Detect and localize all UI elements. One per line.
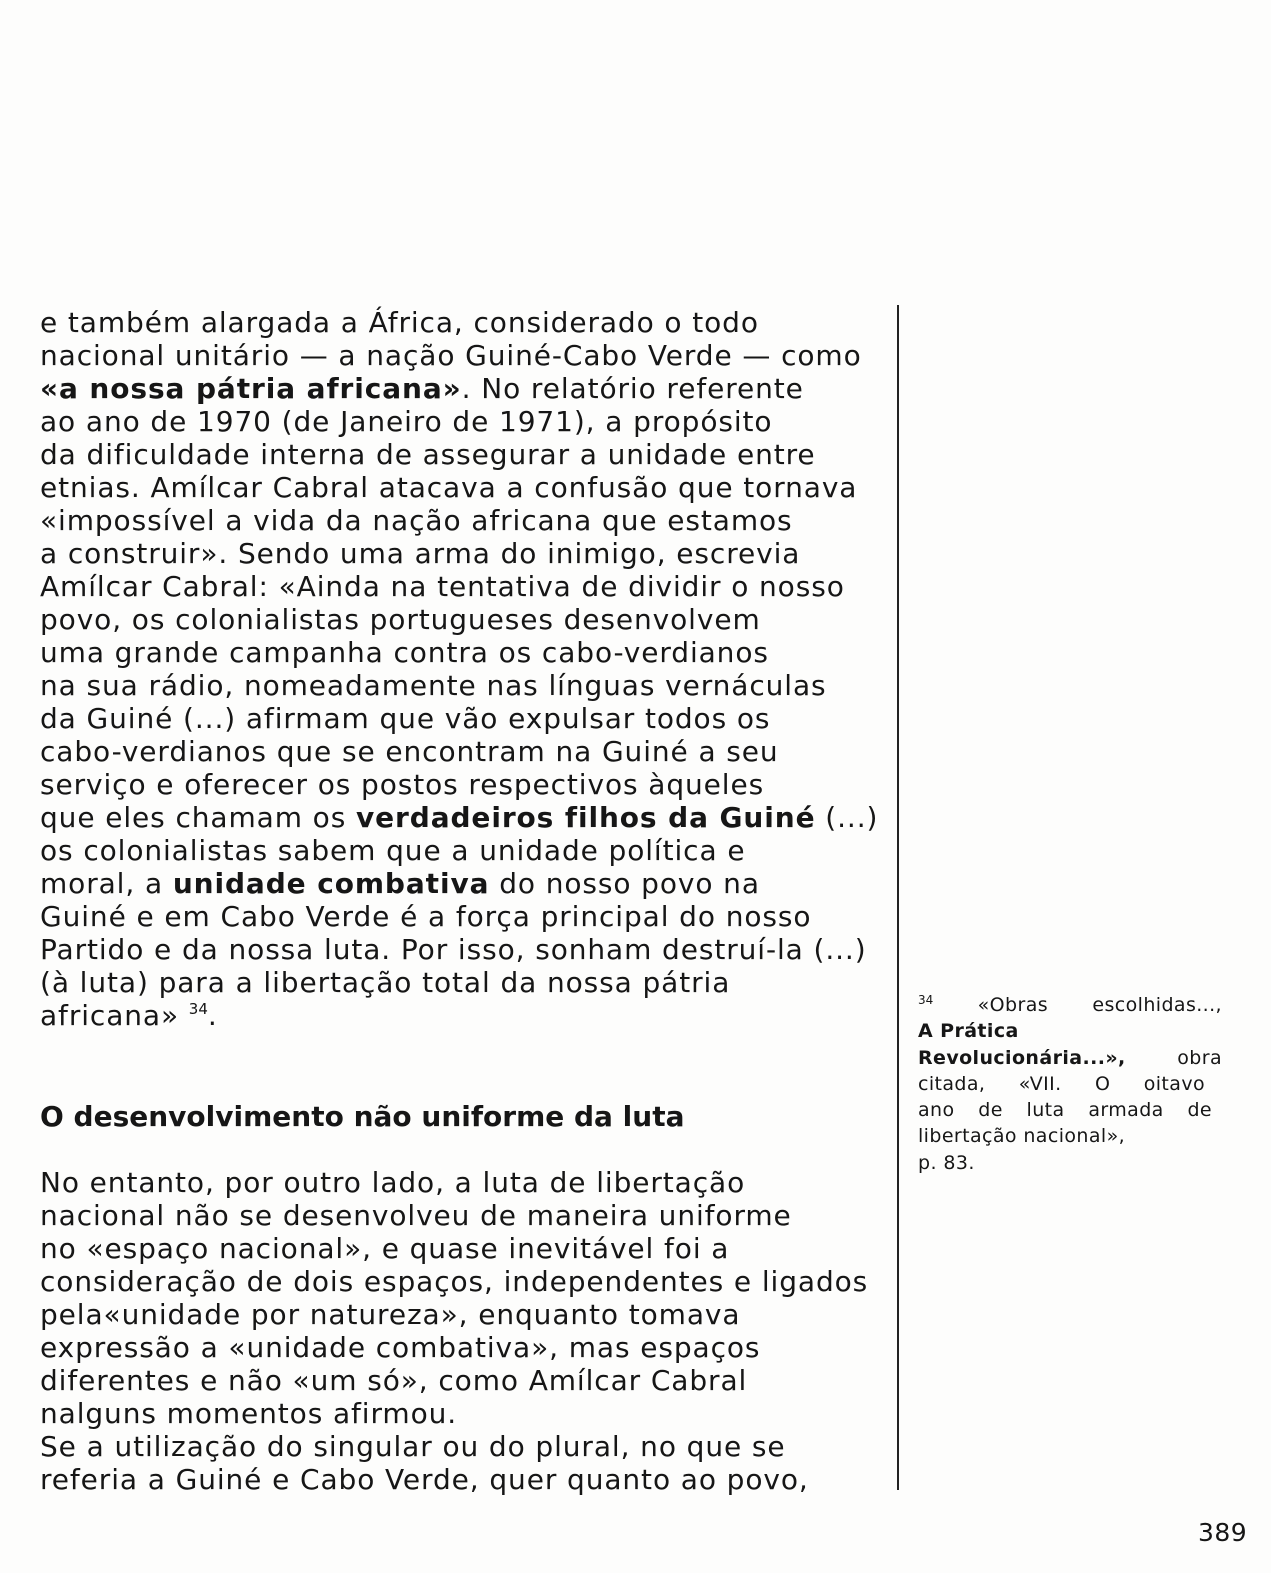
text-segment: (...) (815, 801, 879, 834)
text-line: pela«unidade por natureza», enquanto tomava (40, 1298, 741, 1331)
text-line: (à luta) para a libertação total da nossa pátria (40, 966, 731, 999)
text-line: ao ano de 1970 (de Janeiro de 1971), a propósito (40, 405, 773, 438)
text-line: no «espaço nacional», e quase inevitável foi a (40, 1232, 730, 1265)
footnote-line (918, 992, 1222, 1018)
text-line: Se a utilização do singular ou do plural, no que se (40, 1430, 786, 1463)
footnote-line: citada, «VII. O oitavo (918, 1072, 1205, 1095)
page-number: 389 (1198, 1518, 1248, 1547)
text-line: Guiné e em Cabo Verde é a força principal do nosso (40, 900, 812, 933)
bold-emphasis: Revolucionária...», (918, 1046, 1126, 1069)
text-line: etnias. Amílcar Cabral atacava a confusão que tornava (40, 471, 858, 504)
text-line: os colonialistas sabem que a unidade política e (40, 834, 746, 867)
text-segment: . No relatório referente (461, 372, 804, 405)
text-line: na sua rádio, nomeadamente nas línguas vernáculas (40, 669, 827, 702)
text-line: cabo-verdianos que se encontram na Guiné a seu (40, 735, 779, 768)
text-line (40, 999, 890, 1032)
text-line: serviço e oferecer os postos respectivos àqueles (40, 768, 765, 801)
bold-emphasis: unidade combativa (172, 867, 490, 900)
column-divider (897, 305, 899, 1490)
footnote-marker: 34 (918, 993, 934, 1007)
text-line: nacional unitário — a nação Guiné-Cabo Verde — como (40, 339, 862, 372)
footnote-line: p. 83. (918, 1151, 975, 1174)
footnote-line: ano de luta armada de (918, 1099, 1212, 1122)
section-heading: O desenvolvimento não uniforme da luta (40, 1100, 685, 1133)
text-line: da dificuldade interna de assegurar a unidade entre (40, 438, 816, 471)
text-segment: que eles chamam os (40, 801, 356, 834)
text-line: da Guiné (...) afirmam que vão expulsar todos os (40, 702, 771, 735)
text-line: expressão a «unidade combativa», mas espaços (40, 1331, 761, 1364)
text-line: uma grande campanha contra os cabo-verdianos (40, 636, 769, 669)
footnote-line: A Prática (918, 1020, 1019, 1043)
footnote-line (918, 1045, 1222, 1071)
text-line: consideração de dois espaços, independentes e ligados (40, 1265, 869, 1298)
text-line: a construir». Sendo uma arma do inimigo, escrevia (40, 537, 801, 570)
text-line: nalguns momentos afirmou. (40, 1397, 458, 1430)
text-segment: obra (1125, 1046, 1222, 1069)
text-line: referia a Guiné e Cabo Verde, quer quanto ao povo, (40, 1463, 809, 1496)
text-line: Amílcar Cabral: «Ainda na tentativa de dividir o nosso (40, 570, 845, 603)
text-line: diferentes e não «um só», como Amílcar Cabral (40, 1364, 748, 1397)
text-segment: do nosso povo na (489, 867, 760, 900)
text-line: e também alargada a África, considerado o todo (40, 306, 759, 339)
text-line: No entanto, por outro lado, a luta de libertação (40, 1166, 746, 1199)
text-line (40, 801, 890, 834)
text-segment: africana» (40, 999, 189, 1032)
text-line (40, 372, 890, 405)
footnote-line: libertação nacional», (918, 1125, 1126, 1148)
text-line: povo, os colonialistas portugueses desenvolvem (40, 603, 761, 636)
paragraph (40, 306, 890, 1032)
text-line: nacional não se desenvolveu de maneira uniforme (40, 1199, 792, 1232)
text-segment: «Obras escolhidas..., (977, 994, 1222, 1016)
footnote-reference[interactable]: 34 (188, 1000, 208, 1018)
text-line (40, 867, 890, 900)
bold-emphasis: verdadeiros filhos da Guiné (356, 801, 816, 834)
bold-emphasis: «a nossa pátria africana» (40, 372, 462, 405)
footnote (918, 992, 1228, 1176)
paragraph (40, 1166, 890, 1496)
text-line: «impossível a vida da nação africana que estamos (40, 504, 793, 537)
text-line: Partido e da nossa luta. Por isso, sonham destruí-la (...) (40, 933, 867, 966)
text-segment: moral, a (40, 867, 173, 900)
text-segment: . (207, 999, 218, 1032)
